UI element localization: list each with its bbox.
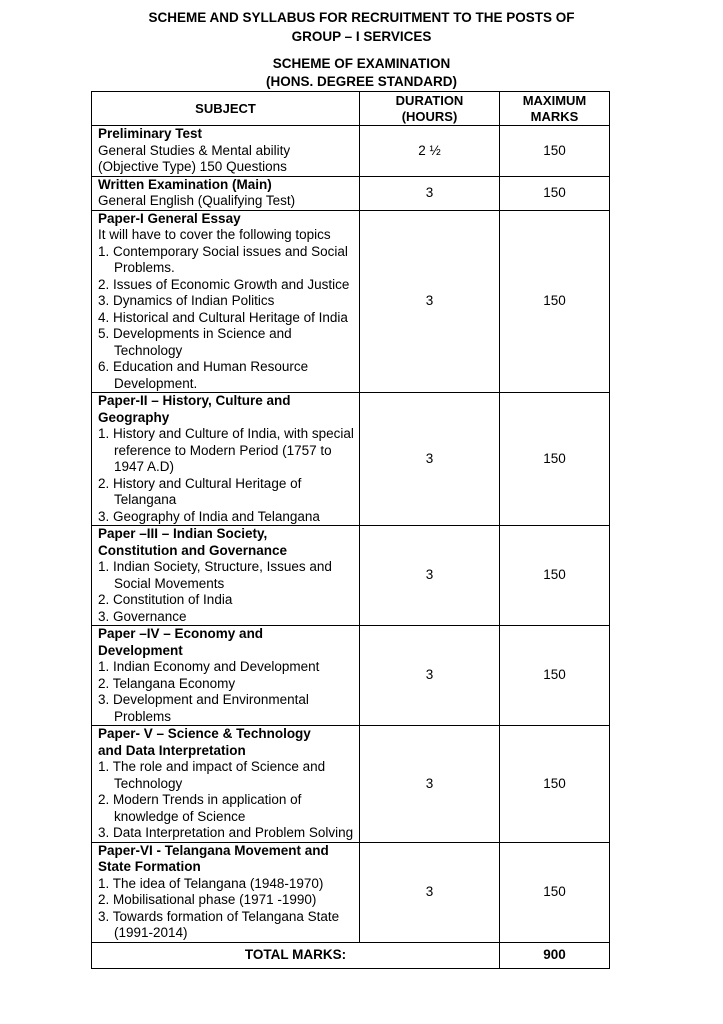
marks-header-line-1: MAXIMUM [522,93,587,108]
topic-item: 3. Governance [98,608,187,624]
topic-item: 5. Developments in Science and Technology [98,326,292,358]
subject-description: General Studies & Mental ability [98,142,291,158]
table-row [92,842,610,942]
topic-item: 1. History and Culture of India, with special reference to Modern Period (1757 to 1947 A.D) [98,426,354,474]
table-row [92,126,610,177]
table-row [92,726,610,843]
column-header-marks [500,92,610,126]
document-title-line-1: SCHEME AND SYLLABUS FOR RECRUITMENT TO THE POSTS OF [148,10,575,25]
duration-header-line-2: (HOURS) [401,108,458,124]
topic-item: 3. Data Interpretation and Problem Solving [98,825,354,840]
marks-cell: 150 [500,842,610,942]
duration-cell: 3 [360,626,500,726]
column-header-subject: SUBJECT [92,92,360,126]
topic-item: 2. Issues of Economic Growth and Justice [98,276,350,292]
marks-cell: 150 [500,176,610,210]
subject-cell [92,210,360,393]
paper-title: Paper –III – Indian Society, [98,526,268,541]
duration-cell: 3 [360,726,500,843]
marks-header-line-2: MARKS [530,108,579,124]
duration-cell: 2 ½ [360,126,500,177]
marks-cell: 150 [500,626,610,726]
total-label: TOTAL MARKS: [92,942,500,968]
subject-description: It will have to cover the following topics [98,227,331,242]
topic-item: 3. Towards formation of Telangana State (1991-2014) [98,908,340,940]
marks-cell: 150 [500,526,610,626]
marks-cell: 150 [500,726,610,843]
table-row [92,393,610,526]
table-header-row [92,92,610,126]
subject-cell [92,393,360,526]
topic-item: 2. History and Cultural Heritage of Telangana [98,475,302,507]
column-header-duration [360,92,500,126]
scheme-table [91,91,610,969]
topic-item: 3. Development and Environmental Problems [98,692,309,724]
topic-item: 1. The role and impact of Science and Technology [98,759,326,791]
topic-item: 2. Modern Trends in application of knowledge of Science [98,792,302,824]
topic-item: 6. Education and Human Resource Development. [98,359,309,391]
duration-cell: 3 [360,526,500,626]
subject-cell [92,726,360,843]
subject-cell [92,176,360,210]
paper-title: Paper- V – Science & Technology [98,726,311,741]
topic-item: 2. Mobilisational phase (1971 -1990) [98,892,317,907]
paper-title: Constitution and Governance [98,542,288,558]
paper-title: and Data Interpretation [98,742,246,758]
topic-item: 3. Dynamics of Indian Politics [98,293,275,308]
duration-cell: 3 [360,393,500,526]
subject-description: General English (Qualifying Test) [98,193,296,208]
table-row [92,526,610,626]
scheme-subheading: (HONS. DEGREE STANDARD) [265,74,457,89]
topic-item: 2. Constitution of India [98,592,233,607]
total-row [92,942,610,968]
paper-title: Paper –IV – Economy and [98,626,264,641]
subject-cell [92,126,360,177]
table-row [92,210,610,393]
marks-cell: 150 [500,210,610,393]
topic-item: 1. Contemporary Social issues and Social Problems. [98,243,348,275]
scheme-heading: SCHEME OF EXAMINATION [272,56,451,71]
topic-item: 1. Indian Society, Structure, Issues and Social Movements [98,559,332,591]
table-row [92,626,610,726]
paper-title: Geography [98,409,170,425]
paper-title: Written Examination (Main) [98,176,272,192]
table-body [92,126,610,943]
subject-cell [92,526,360,626]
subject-cell [92,842,360,942]
marks-cell: 150 [500,126,610,177]
topic-item: 4. Historical and Cultural Heritage of India [98,309,348,325]
document-title-line-2: GROUP – I SERVICES [291,29,432,44]
topic-item: 1. Indian Economy and Development [98,659,320,674]
topic-item: 3. Geography of India and Telangana [98,508,320,524]
paper-title: Preliminary Test [98,126,203,141]
duration-cell: 3 [360,176,500,210]
subject-description: (Objective Type) 150 Questions [98,159,287,174]
paper-title: State Formation [98,859,201,874]
topic-item: 1. The idea of Telangana (1948-1970) [98,875,324,891]
table-row [92,176,610,210]
paper-title: Paper-VI - Telangana Movement and [98,842,329,858]
duration-header-line-1: DURATION [395,93,464,108]
subject-cell [92,626,360,726]
paper-title: Paper-I General Essay [98,210,241,226]
duration-cell: 3 [360,210,500,393]
marks-cell: 150 [500,393,610,526]
topic-item: 2. Telangana Economy [98,675,236,691]
duration-cell: 3 [360,842,500,942]
total-value: 900 [500,942,610,968]
paper-title: Development [98,642,183,658]
paper-title: Paper-II – History, Culture and [98,393,291,408]
